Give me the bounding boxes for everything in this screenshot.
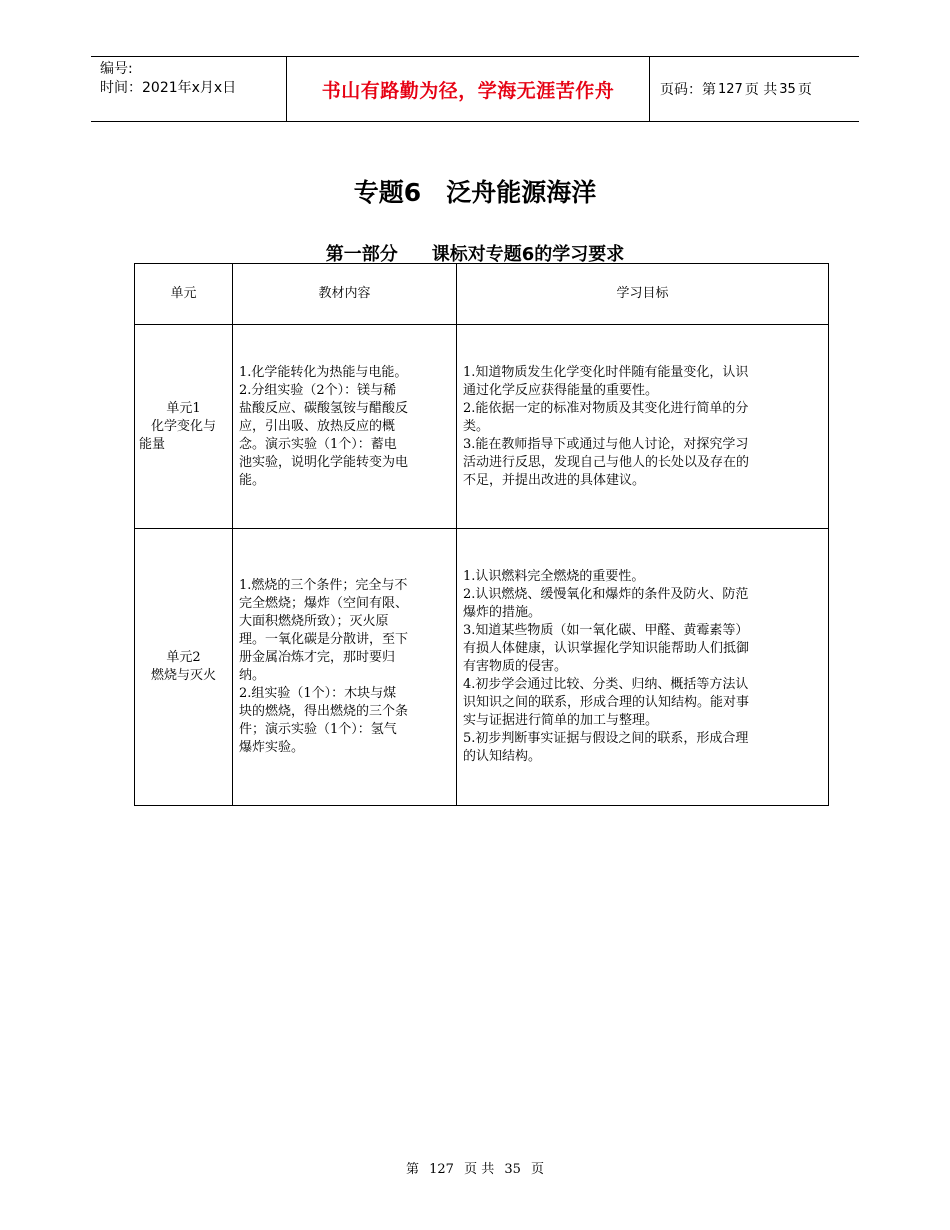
goal-line: 1.知道物质发生化学变化时伴随有能量变化，认识 <box>463 364 749 380</box>
footer-current: 127 <box>429 1162 454 1177</box>
goal-line: 3.知道某些物质（如一氧化碳、甲醛、黄霉素等） <box>463 623 749 638</box>
goal-line: 通过化学反应获得能量的重要性。 <box>463 382 659 398</box>
serial-label: 编号: <box>100 61 133 77</box>
content-line: 1.燃烧的三个条件；完全与不 <box>239 578 408 593</box>
column-header-content: 教材内容 <box>233 264 457 325</box>
goal-line: 4.初步学会通过比较、分类、归纳、概括等方法认 <box>463 677 749 692</box>
content-line: 件；演示实验（1个）：氢气 <box>239 722 397 737</box>
requirements-table <box>134 263 829 806</box>
content-cell <box>233 529 457 806</box>
column-header-unit: 单元 <box>135 264 233 325</box>
page-suffix: 页 <box>797 82 812 98</box>
unit-line: 化学变化与 <box>150 418 216 434</box>
page-prefix: 页码：第 <box>660 82 716 98</box>
table-row <box>135 529 829 806</box>
goal-line: 类。 <box>463 418 490 434</box>
goal-line: 5.初步判断事实证据与假设之间的联系，形成合理 <box>463 731 749 746</box>
content-line: 块的燃烧，得出燃烧的三个条 <box>239 704 409 719</box>
footer-mid: 页 共 <box>464 1162 495 1177</box>
unit-cell <box>135 325 233 529</box>
page-total: 35 <box>779 81 796 97</box>
goal-line: 活动进行反思，发现自己与他人的长处以及存在的 <box>463 454 750 470</box>
content-line: 理。一氧化碳是分散讲，至下 <box>239 632 409 647</box>
page-current: 127 <box>718 81 743 97</box>
goal-line: 识知识之间的联系，形成合理的认知结构。能对事 <box>463 695 750 710</box>
content-line: 念。演示实验（1个）：蓄电 <box>239 436 397 452</box>
goal-line: 2.认识燃烧、缓慢氧化和爆炸的条件及防火、防范 <box>463 587 749 602</box>
page-title: 专题6 泛舟能源海洋 <box>353 178 597 207</box>
section-part: 第一部分 <box>325 244 398 265</box>
content-line: 2.分组实验（2个）：镁与稀 <box>239 382 397 398</box>
goal-line: 爆炸的措施。 <box>463 605 542 620</box>
table-row <box>135 325 829 529</box>
content-line: 完全燃烧；爆炸（空间有限、 <box>239 596 409 611</box>
content-line: 能。 <box>239 472 266 488</box>
content-line: 册金属冶炼才完，那时要归 <box>239 650 396 665</box>
content-line: 大面积燃烧所致）；灭火原 <box>239 614 389 629</box>
table-header-row <box>135 264 829 325</box>
header-motto: 书山有路勤为径，学海无涯苦作舟 <box>286 57 650 121</box>
page-header <box>91 56 859 122</box>
footer-total: 35 <box>504 1162 521 1177</box>
content-line: 盐酸反应、碳酸氢铵与醋酸反 <box>239 400 409 416</box>
page-footer <box>0 1158 950 1177</box>
goals-cell <box>457 529 829 806</box>
content-cell <box>233 325 457 529</box>
goal-line: 的认知结构。 <box>463 749 542 764</box>
header-page-info <box>650 57 859 121</box>
footer-prefix: 第 <box>405 1162 419 1177</box>
column-header-goals: 学习目标 <box>457 264 829 325</box>
goal-line: 有害物质的侵害。 <box>463 659 568 674</box>
goal-line: 实与证据进行简单的加工与整理。 <box>463 713 659 728</box>
goal-line: 3.能在教师指导下或通过与他人讨论，对探究学习 <box>463 436 749 452</box>
content-line: 应，引出吸、放热反应的概 <box>239 418 396 434</box>
unit-line: 单元1 <box>166 400 201 416</box>
goal-line: 不足，并提出改进的具体建议。 <box>463 472 646 488</box>
header-meta <box>91 57 286 121</box>
goal-line: 2.能依据一定的标准对物质及其变化进行简单的分 <box>463 400 749 416</box>
time-label: 时间：2021年x月x日 <box>100 80 237 96</box>
content-line: 池实验，说明化学能转变为电 <box>239 454 409 470</box>
unit-line: 能量 <box>139 436 166 452</box>
content-line: 纳。 <box>239 668 266 683</box>
page-mid: 页 共 <box>744 82 778 98</box>
unit-cell <box>135 529 233 806</box>
unit-line: 燃烧与灭火 <box>150 668 216 683</box>
goal-line: 有损人体健康，认识掌握化学知识能帮助人们抵御 <box>463 641 750 656</box>
content-line: 爆炸实验。 <box>239 740 305 755</box>
goal-line: 1.认识燃料完全燃烧的重要性。 <box>463 569 645 584</box>
footer-suffix: 页 <box>531 1162 545 1177</box>
goals-cell <box>457 325 829 529</box>
content-line: 1.化学能转化为热能与电能。 <box>239 364 408 380</box>
section-text: 课标对专题6的学习要求 <box>431 244 625 265</box>
content-line: 2.组实验（1个）：木块与煤 <box>239 686 397 701</box>
unit-line: 单元2 <box>166 650 201 665</box>
